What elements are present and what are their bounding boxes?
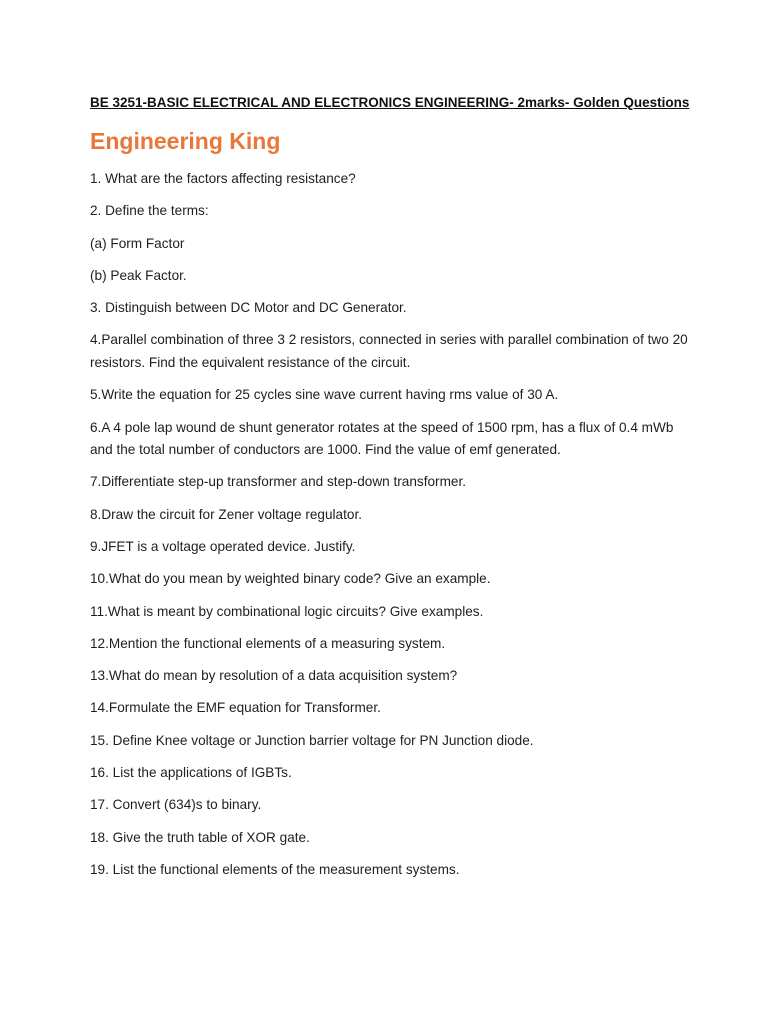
brand-heading: Engineering King: [90, 128, 281, 154]
question-item: 8.Draw the circuit for Zener voltage regulator.: [90, 506, 363, 522]
question-item: 14.Formulate the EMF equation for Transformer.: [90, 700, 381, 716]
question-item: 19. List the functional elements of the measurement systems.: [90, 861, 460, 877]
question-item: 16. List the applications of IGBTs.: [90, 765, 292, 781]
question-item: 6.A 4 pole lap wound de shunt generator rotates at the speed of 1500 rpm, has a flux of 0.4 mWb and the total number of conductors are 1000. Find the value of emf generated.: [90, 419, 674, 458]
question-list: [90, 168, 690, 881]
question-item: 12.Mention the functional elements of a measuring system.: [90, 635, 446, 651]
question-item: 1. What are the factors affecting resistance?: [90, 171, 356, 186]
question-item: 7.Differentiate step-up transformer and step-down transformer.: [90, 474, 467, 490]
question-item: 3. Distinguish between DC Motor and DC Generator.: [90, 300, 407, 316]
question-item: 2. Define the terms:: [90, 203, 209, 219]
question-item: 17. Convert (634)s to binary.: [90, 797, 262, 813]
document-title: BE 3251-BASIC ELECTRICAL AND ELECTRONICS ENGINEERING- 2marks- Golden Questions: [90, 95, 690, 110]
question-subitem: (b) Peak Factor.: [90, 267, 187, 283]
question-item: 10.What do you mean by weighted binary code? Give an example.: [90, 571, 491, 587]
question-item: 15. Define Knee voltage or Junction barrier voltage for PN Junction diode.: [90, 732, 534, 748]
document-page: [90, 92, 690, 891]
question-item: 9.JFET is a voltage operated device. Justify.: [90, 538, 356, 554]
question-item: 5.Write the equation for 25 cycles sine wave current having rms value of 30 A.: [90, 387, 559, 403]
question-item: 11.What is meant by combinational logic circuits? Give examples.: [90, 603, 484, 619]
question-subitem: (a) Form Factor: [90, 235, 185, 251]
question-item: 4.Parallel combination of three 3 2 resistors, connected in series with parallel combination of two 20 resistors. Find the equivalent resistance of the circuit.: [90, 332, 688, 370]
question-item: 13.What do mean by resolution of a data acquisition system?: [90, 668, 458, 684]
question-item: 18. Give the truth table of XOR gate.: [90, 829, 310, 845]
